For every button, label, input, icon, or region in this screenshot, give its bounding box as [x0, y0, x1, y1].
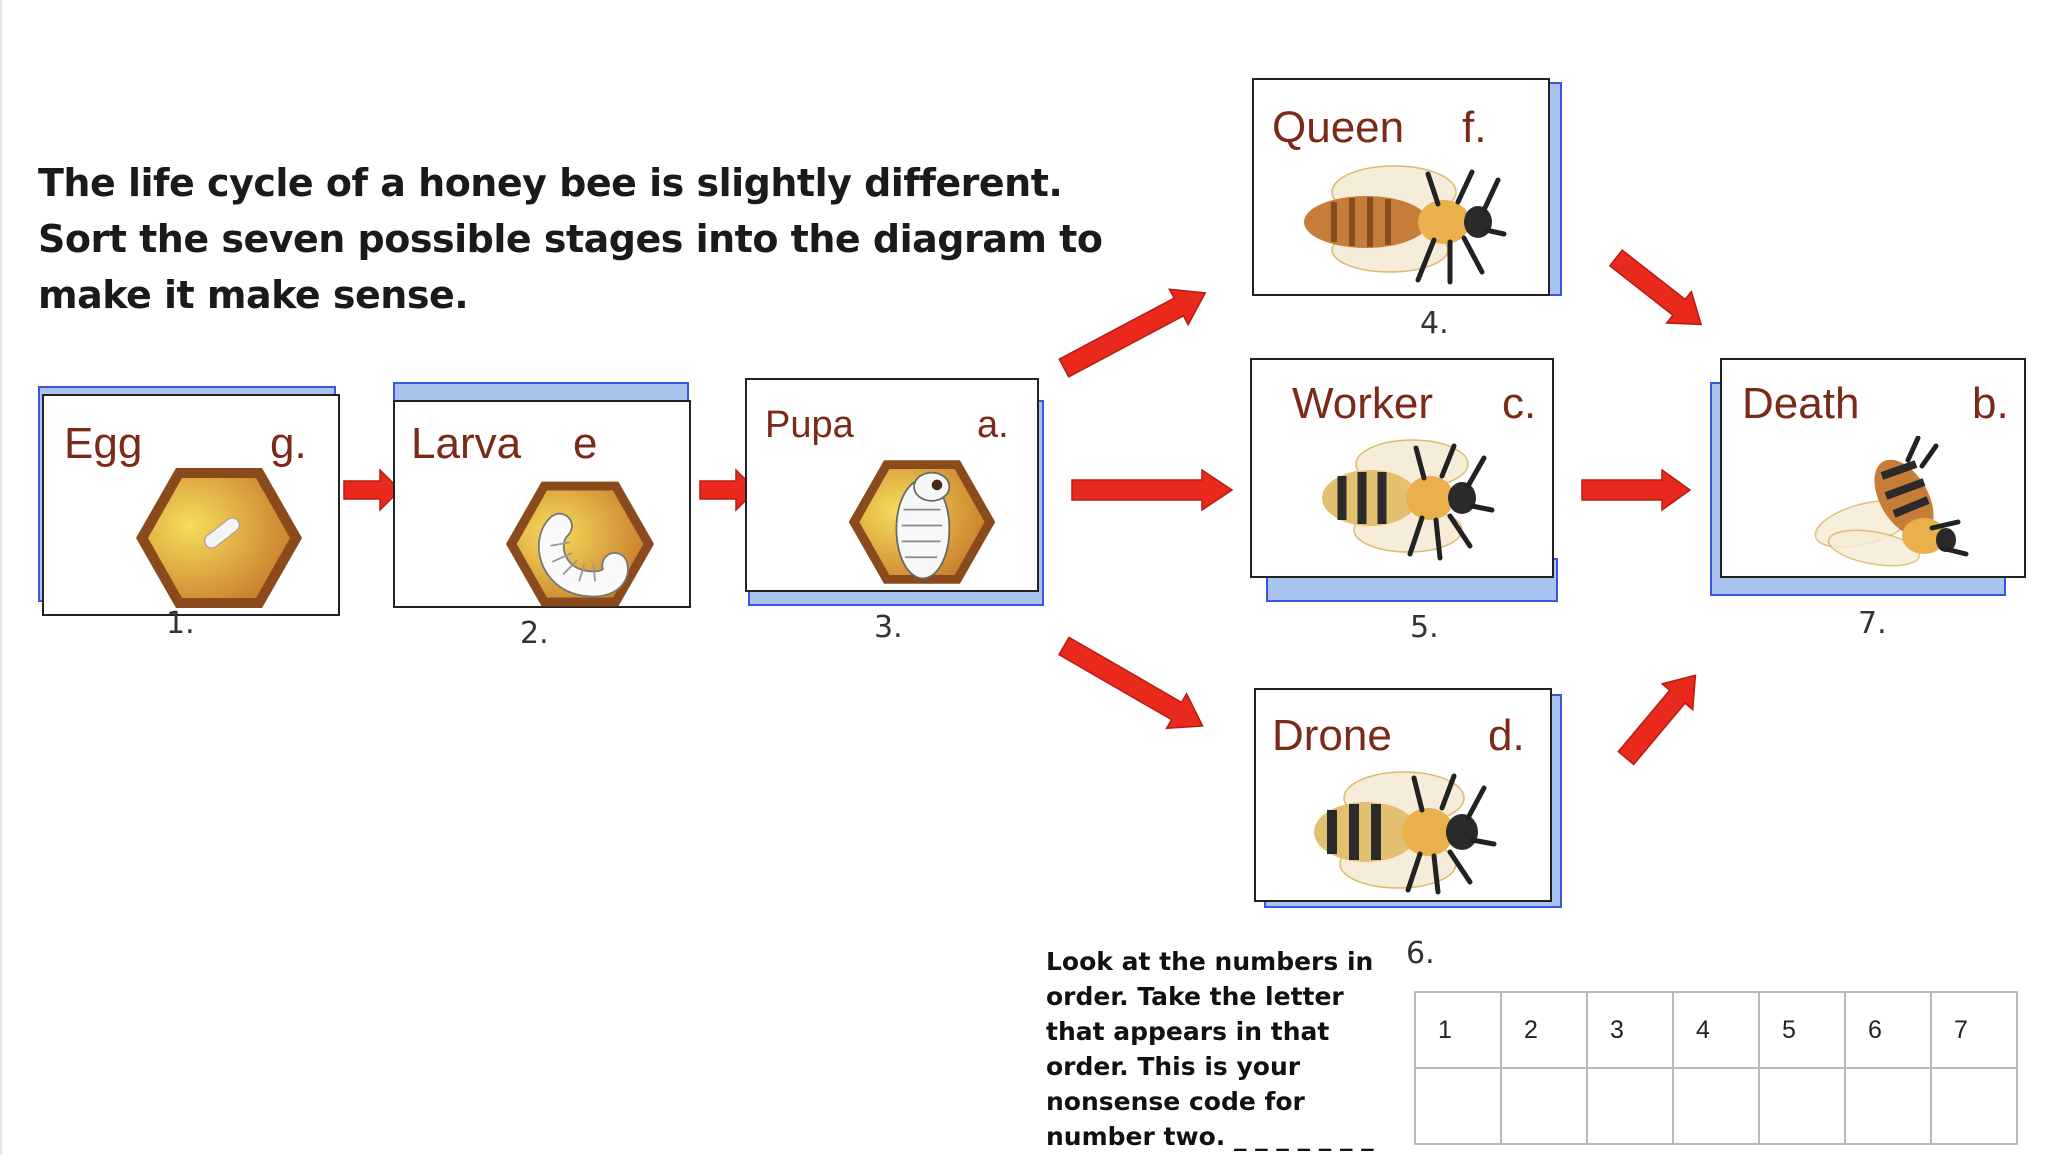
egg-in-cell-icon [134, 464, 304, 612]
stage-label: Death [1742, 379, 1860, 428]
code-instructions: Look at the numbers in order. Take the letter that appears in that order. This is your nonsense code for number two. _ _ _ _ _ _ _ [1046, 947, 1374, 1151]
stage-card-drone[interactable] [1254, 688, 1552, 902]
larva-in-cell-icon [503, 478, 657, 610]
code-answer-cell[interactable] [1673, 1068, 1759, 1144]
code-header-cell: 1 [1415, 992, 1501, 1068]
code-header-cell: 6 [1845, 992, 1931, 1068]
code-answer-cell[interactable] [1931, 1068, 2017, 1144]
arrow-queen-to-death [1604, 242, 1714, 340]
stage-label: Worker [1292, 379, 1433, 428]
stage-card-larva[interactable] [393, 400, 691, 608]
instructions-text: The life cycle of a honey bee is slightly different. Sort the seven possible stages into the diagram to make it make sense. [38, 161, 1103, 317]
code-answer-cell[interactable] [1845, 1068, 1931, 1144]
stage-number: 3. [874, 610, 903, 645]
code-answer-cell[interactable] [1759, 1068, 1845, 1144]
stage-letter: b. [1972, 379, 2009, 428]
code-header-cell: 4 [1673, 992, 1759, 1068]
stage-label: Larva [411, 419, 522, 468]
code-answer-cell[interactable] [1587, 1068, 1673, 1144]
stage-letter: f. [1462, 103, 1487, 152]
stage-letter: a. [977, 404, 1009, 446]
stage-label: Drone [1272, 711, 1392, 760]
stage-label: Egg [64, 419, 143, 468]
code-answer-cell[interactable] [1415, 1068, 1501, 1144]
code-header-cell: 2 [1501, 992, 1587, 1068]
stage-letter: c. [1502, 379, 1537, 428]
stage-number: 2. [520, 616, 549, 651]
stage-number: 4. [1420, 306, 1449, 341]
arrow-pupa-to-queen [1055, 275, 1215, 385]
arrow-egg-to-larva [344, 470, 400, 510]
stage-number: 6. [1406, 936, 1435, 971]
code-header-row [1415, 992, 2017, 1068]
arrow-worker-to-death [1582, 470, 1690, 510]
stage-card-egg[interactable] [42, 394, 340, 616]
code-header-cell: 3 [1587, 992, 1673, 1068]
arrow-drone-to-death [1611, 662, 1711, 770]
stage-number: 5. [1410, 610, 1439, 645]
worker-bee-icon [1312, 432, 1502, 564]
stage-label: Pupa [765, 404, 854, 446]
stage-card-pupa[interactable] [745, 378, 1039, 592]
stage-letter: d. [1488, 711, 1525, 760]
code-answer-cell[interactable] [1501, 1068, 1587, 1144]
arrow-pupa-to-worker [1072, 470, 1232, 510]
arrow-pupa-to-drone [1054, 629, 1213, 744]
stage-letter: g. [270, 419, 307, 468]
queen-bee-icon [1294, 152, 1514, 292]
drone-bee-icon [1300, 764, 1500, 898]
stage-number: 7. [1858, 606, 1887, 641]
stage-number: 1. [166, 606, 195, 641]
dead-bee-icon [1812, 436, 1972, 576]
stage-letter: e [573, 419, 598, 468]
stage-card-queen[interactable] [1252, 78, 1550, 296]
code-header-cell: 5 [1759, 992, 1845, 1068]
code-answer-row [1415, 1068, 2017, 1144]
code-header-cell: 7 [1931, 992, 2017, 1068]
pupa-in-cell-icon [847, 456, 997, 588]
code-answer-table [1414, 991, 2018, 1145]
stage-label: Queen [1272, 103, 1405, 152]
stage-card-worker[interactable] [1250, 358, 1554, 578]
stage-card-death[interactable] [1720, 358, 2026, 578]
